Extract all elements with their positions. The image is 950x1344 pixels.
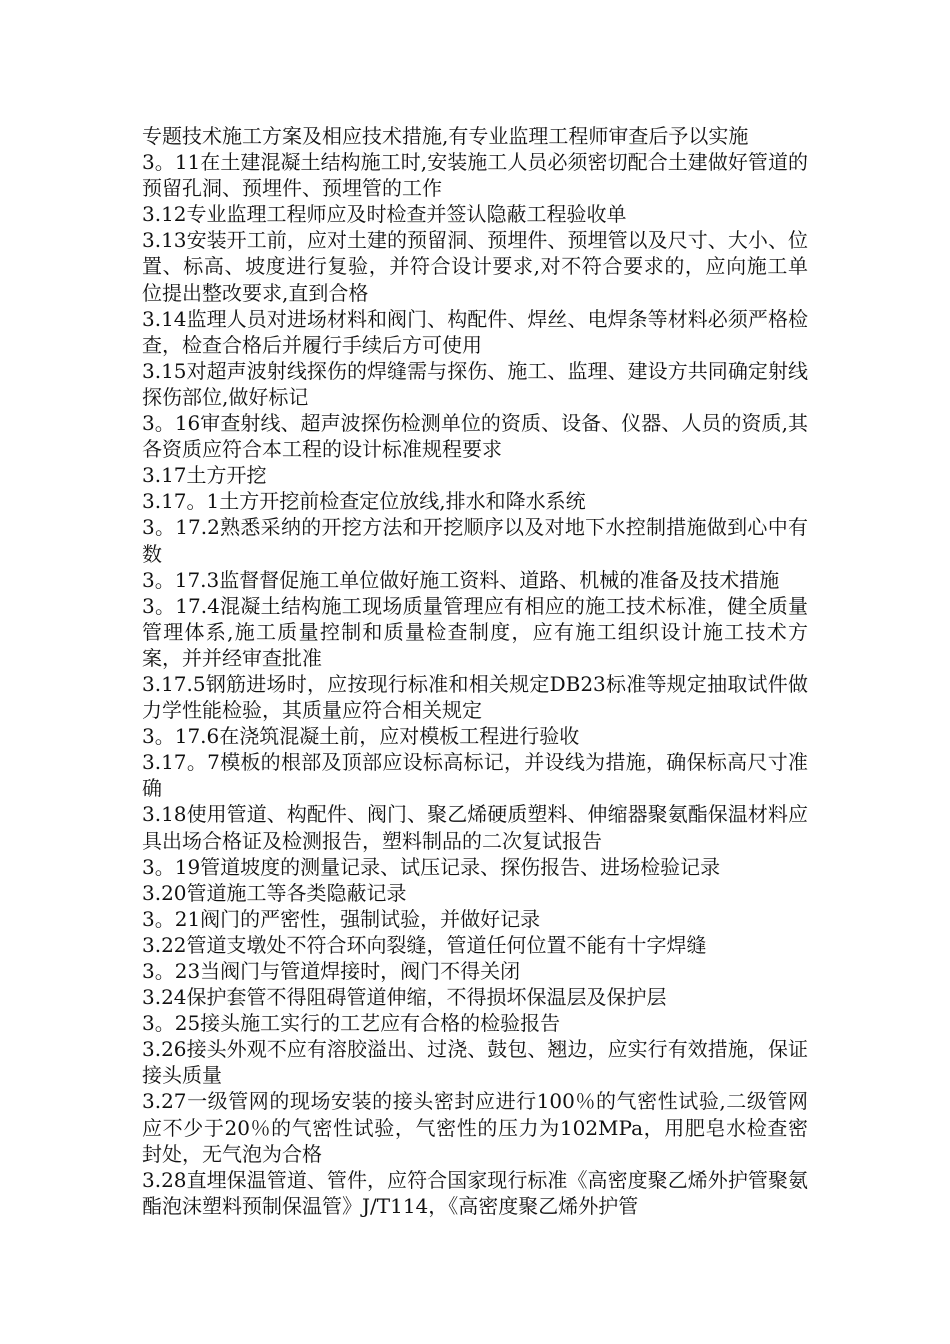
paragraph: 3.17.5钢筋进场时，应按现行标准和相关规定DB23标准等规定抽取试件做力学性能检验，其质量应符合相关规定	[142, 671, 808, 723]
paragraph: 3.17土方开挖	[142, 463, 267, 488]
paragraph: 3.28直埋保温管道、管件，应符合国家现行标准《高密度聚乙烯外护管聚氨酯泡沫塑料预制保温管》J/T114，《高密度聚乙烯外护管	[142, 1167, 808, 1218]
paragraph: 3。17.3监督督促施工单位做好施工资料、道路、机械的准备及技术措施	[142, 567, 780, 592]
paragraph: 专题技术施工方案及相应技术措施,有专业监理工程师审查后予以实施	[142, 124, 749, 148]
paragraph: 3。17.4混凝土结构施工现场质量管理应有相应的施工技术标准，健全质量管理体系,施工质量控制和质量检查制度，应有施工组织设计施工技术方案，并并经审查批准	[142, 593, 808, 670]
paragraph: 3.12专业监理工程师应及时检查并签认隐蔽工程验收单	[142, 202, 627, 227]
paragraph: 3。16审查射线、超声波探伤检测单位的资质、设备、仪器、人员的资质,其各资质应符合本工程的设计标准规程要求	[142, 411, 808, 462]
paragraph: 3.26接头外观不应有溶胶溢出、过浇、鼓包、翘边，应实行有效措施，保证接头质量	[142, 1037, 808, 1088]
paragraph: 3.14监理人员对进场材料和阀门、构配件、焊丝、电焊条等材料必须严格检查，检查合格后并履行手续后方可使用	[142, 306, 808, 357]
paragraph: 3.27一级管网的现场安装的接头密封应进行100％的气密性试验,二级管网应不少于20％的气密性试验，气密性的压力为102MPa，用肥皂水检查密封处，无气泡为合格	[142, 1089, 808, 1166]
paragraph: 3.17。1土方开挖前检查定位放线,排水和降水系统	[142, 489, 586, 514]
paragraph: 3。21阀门的严密性，强制试验，并做好记录	[142, 906, 541, 931]
paragraph: 3.13安装开工前，应对土建的预留洞、预埋件、预埋管以及尺寸、大小、位置、标高、坡度进行复验，并符合设计要求,对不符合要求的，应向施工单位提出整改要求,直到合格	[142, 228, 808, 305]
paragraph: 3。23当阀门与管道焊接时，阀门不得关闭	[142, 959, 521, 983]
paragraph: 3.18使用管道、构配件、阀门、聚乙烯硬质塑料、伸缩器聚氨酯保温材料应具出场合格证及检测报告，塑料制品的二次复试报告	[142, 802, 808, 853]
paragraph: 3.20管道施工等各类隐蔽记录	[142, 880, 407, 905]
paragraph: 3。11在土建混凝土结构施工时,安装施工人员必须密切配合土建做好管道的预留孔洞、预埋件、预埋管的工作	[142, 150, 808, 201]
paragraph: 3.15对超声波射线探伤的焊缝需与探伤、施工、监理、建设方共同确定射线探伤部位,做好标记	[142, 358, 808, 409]
paragraph: 3.17。7模板的根部及顶部应设标高标记，并设线为措施，确保标高尺寸准确	[142, 750, 808, 801]
paragraph: 3.22管道支墩处不符合环向裂缝，管道任何位置不能有十字焊缝	[142, 932, 707, 957]
paragraph: 3。17.2熟悉采纳的开挖方法和开挖顺序以及对地下水控制措施做到心中有数	[142, 515, 808, 566]
document-body	[142, 123, 808, 1219]
paragraph: 3。25接头施工实行的工艺应有合格的检验报告	[142, 1011, 561, 1036]
paragraph: 3。19管道坡度的测量记录、试压记录、探伤报告、进场检验记录	[142, 854, 721, 879]
paragraph: 3.24保护套管不得阻碍管道伸缩，不得损坏保温层及保护层	[142, 985, 667, 1010]
paragraph: 3。17.6在浇筑混凝土前，应对模板工程进行验收	[142, 724, 580, 749]
